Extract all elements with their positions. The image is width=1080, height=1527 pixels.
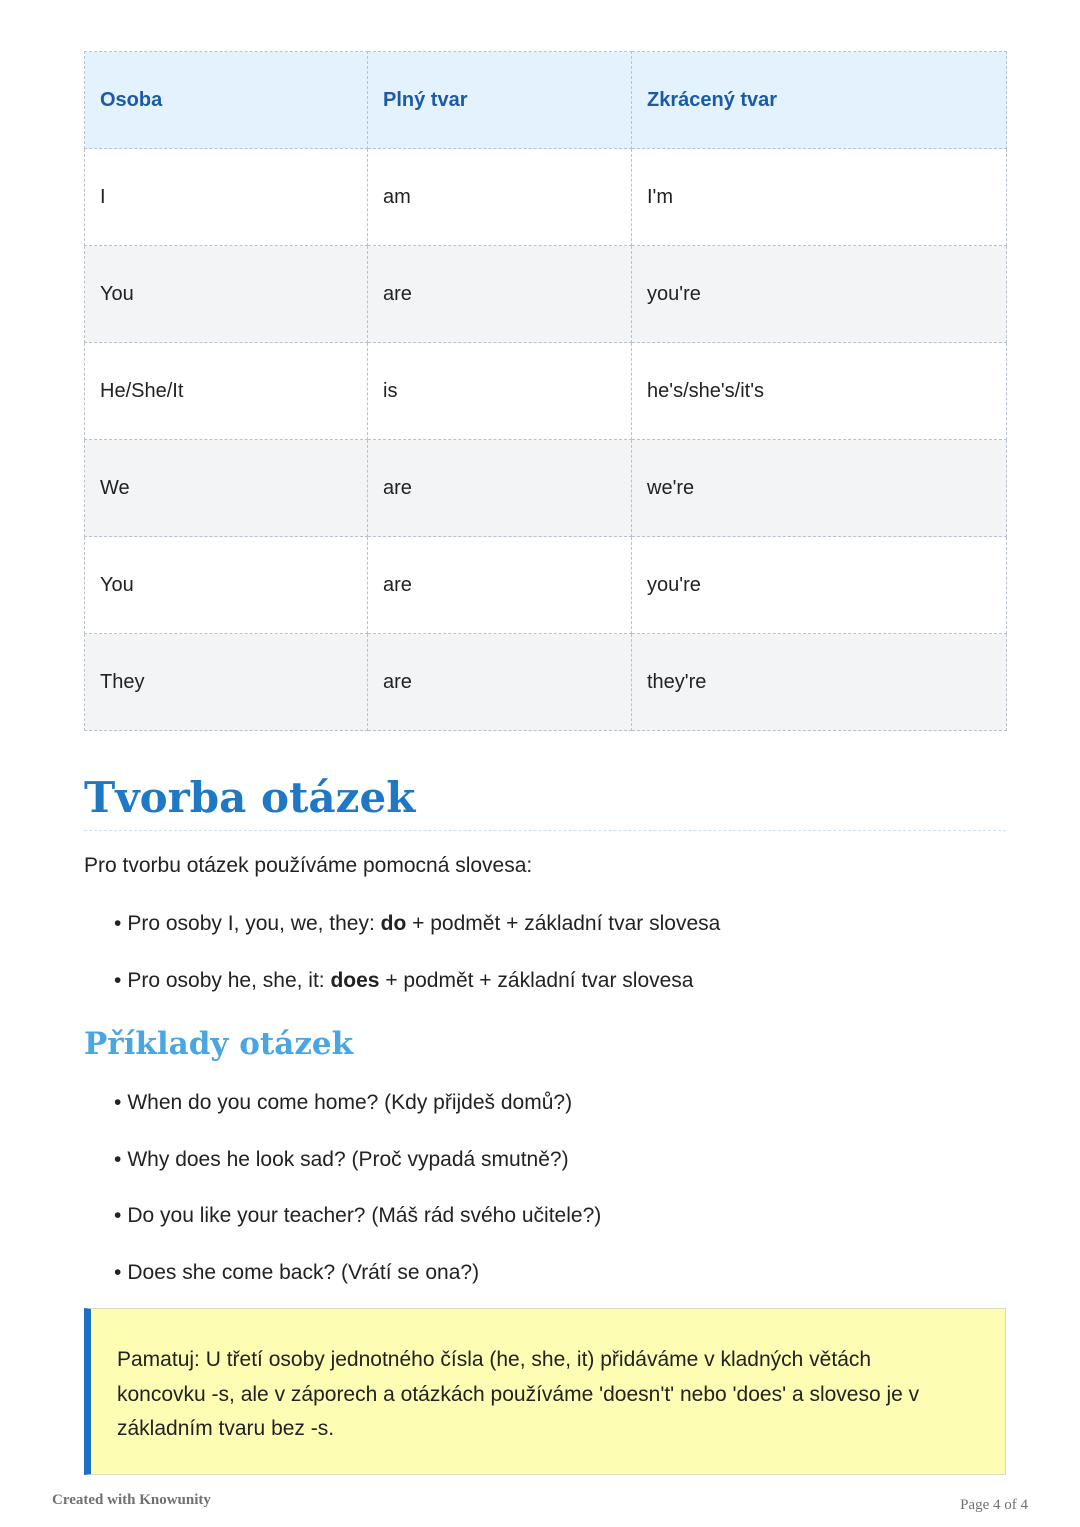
cell-person: You	[85, 246, 368, 343]
rule-keyword: do	[380, 912, 407, 935]
list-item: • When do you come home? (Kdy přijdeš domů?)	[114, 1089, 601, 1146]
section-intro: Pro tvorbu otázek používáme pomocná slovesa:	[84, 854, 533, 877]
cell-short-form: you're	[632, 537, 1007, 634]
examples-list	[114, 1089, 601, 1315]
list-item: • Why does he look sad? (Proč vypadá smutně?)	[114, 1146, 601, 1203]
cell-full-form: are	[368, 537, 632, 634]
conjugation-table	[84, 51, 1007, 731]
header-plny-tvar: Plný tvar	[368, 52, 632, 149]
cell-full-form: am	[368, 149, 632, 246]
cell-short-form: he's/she's/it's	[632, 343, 1007, 440]
table-row	[85, 634, 1007, 731]
cell-full-form: are	[368, 634, 632, 731]
cell-short-form: you're	[632, 246, 1007, 343]
table-row	[85, 343, 1007, 440]
cell-person: He/She/It	[85, 343, 368, 440]
cell-person: You	[85, 537, 368, 634]
rule-suffix: + podmět + základní tvar slovesa	[379, 969, 694, 992]
table-row	[85, 246, 1007, 343]
list-item	[114, 967, 720, 1024]
table-row	[85, 149, 1007, 246]
rule-suffix: + podmět + základní tvar slovesa	[406, 912, 721, 935]
table-row	[85, 440, 1007, 537]
cell-full-form: are	[368, 440, 632, 537]
table-row	[85, 537, 1007, 634]
rule-prefix: Pro osoby he, she, it:	[127, 969, 331, 992]
cell-person: We	[85, 440, 368, 537]
note-text: Pamatuj: U třetí osoby jednotného čísla (he, she, it) přidáváme v kladných větách koncovku -s, ale v záporech a otázkách používáme 'doesn't' nebo 'does' a sloveso je v základním tvaru bez -s.	[117, 1348, 920, 1440]
remember-note	[84, 1308, 1006, 1475]
table-header-row	[85, 52, 1007, 149]
cell-short-form: we're	[632, 440, 1007, 537]
rule-keyword: does	[330, 969, 380, 992]
cell-full-form: are	[368, 246, 632, 343]
list-item	[114, 910, 720, 967]
rule-prefix: Pro osoby I, you, we, they:	[127, 912, 381, 935]
rules-list	[114, 910, 720, 1024]
cell-short-form: I'm	[632, 149, 1007, 246]
cell-short-form: they're	[632, 634, 1007, 731]
footer-credit: Created with Knowunity	[52, 1492, 211, 1508]
examples-heading: Příklady otázek	[84, 1026, 354, 1062]
cell-full-form: is	[368, 343, 632, 440]
section-heading: Tvorba otázek	[84, 770, 1006, 831]
cell-person: They	[85, 634, 368, 731]
header-zkraceny-tvar: Zkrácený tvar	[632, 52, 1007, 149]
list-item: • Does she come back? (Vrátí se ona?)	[114, 1259, 601, 1316]
cell-person: I	[85, 149, 368, 246]
page-number: Page 4 of 4	[960, 1497, 1028, 1513]
list-item: • Do you like your teacher? (Máš rád svého učitele?)	[114, 1202, 601, 1259]
header-osoba: Osoba	[85, 52, 368, 149]
